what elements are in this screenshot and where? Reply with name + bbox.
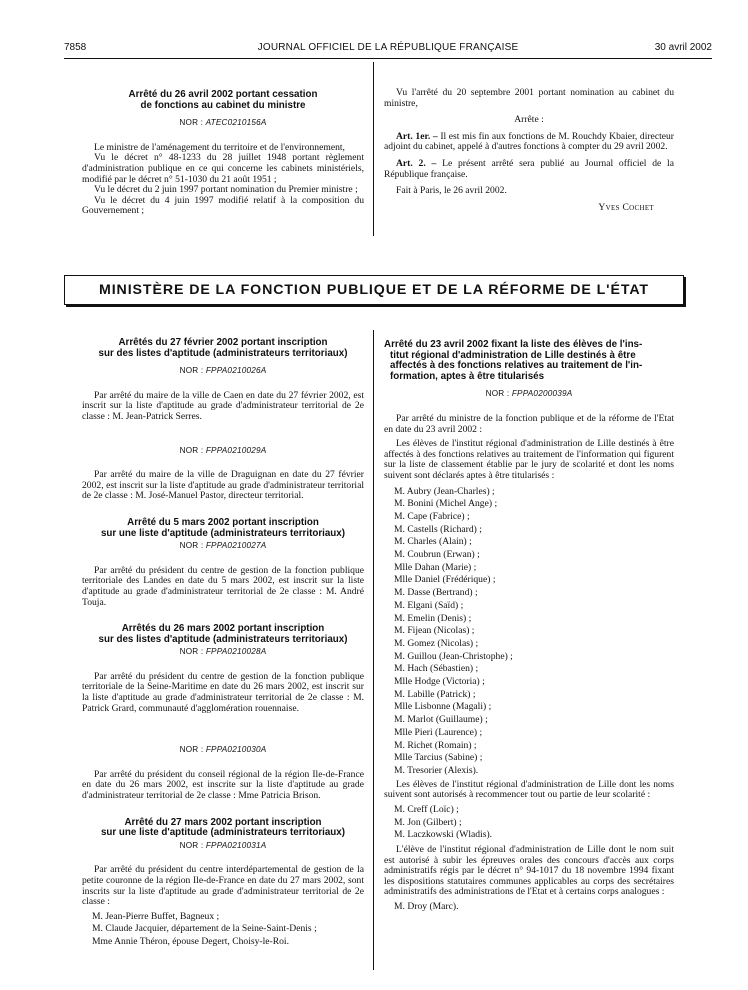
section-title-line: Arrêtés du 26 mars 2002 portant inscription — [121, 623, 325, 635]
list-item: M. Jon (Gilbert) ; — [394, 816, 462, 828]
paragraph: Par arrêté du ministre de la fonction publique et de la réforme de l'Etat en date du 23 avril 2002 : — [384, 412, 674, 435]
list-item: Mlle Dahan (Marie) ; — [394, 561, 477, 573]
paragraph: Vu l'arrêté du 20 septembre 2001 portant nomination au cabinet du ministre, — [384, 87, 674, 109]
paragraph: Par arrêté du président du centre de gestion de la fonction publique territoriale des Landes en date du 5 mars 2002, est inscrit sur la liste d'aptitude au grade d'administrateur territorial de 2e classe : M. André Touja. — [82, 564, 364, 608]
journal-title: JOURNAL OFFICIEL DE LA RÉPUBLIQUE FRANÇAISE — [257, 42, 519, 53]
list-item: M. Claude Jacquier, département de la Seine-Saint-Denis ; — [92, 923, 317, 935]
section-title-line: sur des listes d'aptitude (administrateurs territoriaux) — [98, 347, 348, 359]
list-item: M. Aubry (Jean-Charles) ; — [394, 485, 495, 497]
right-column — [384, 340, 674, 914]
section-title-line: Arrêté du 5 mars 2002 portant inscription — [127, 516, 319, 528]
column-divider-main — [373, 330, 374, 970]
section-title-line: sur une liste d'aptitude (administrateurs territoriaux) — [100, 827, 346, 839]
decree-cessation-part-2 — [384, 88, 674, 213]
nor-reference: NOR : FPPA0210026A — [179, 366, 267, 376]
list-item: M. Jean-Pierre Buffet, Bagneux ; — [92, 910, 220, 922]
paragraph: Vu le décret du 2 juin 1997 portant nomination du Premier ministre ; — [94, 184, 358, 196]
signature: Yves Cochet — [598, 201, 654, 213]
student-list — [384, 486, 674, 778]
decree-cessation-part-1 — [82, 90, 364, 217]
section-title-line: Arrêté du 27 mars 2002 portant inscription — [124, 816, 322, 828]
section-title-line: titut régional d'administration de Lille destinés à être — [390, 349, 636, 361]
list-item: M. Bonini (Michel Ange) ; — [394, 498, 498, 510]
section-title-line: formation, aptes à être titularisés — [390, 370, 545, 382]
paragraph: Vu le décret du 4 juin 1997 modifié relatif à la composition du Gouvernement ; — [82, 194, 364, 217]
paragraph: Par arrêté du président du centre de gestion de la fonction publique territoriale de la Seine-Maritime en date du 26 mars 2002, est inscrit sur la liste d'aptitude au grade d'administrateur territorial de 2e classe : M. Patrick Grard, communauté d'agglomération rouennaise. — [82, 670, 364, 714]
list-item: M. Gomez (Nicolas) ; — [394, 637, 479, 649]
left-column — [82, 338, 364, 949]
paragraph: Par arrêté du président du centre interdépartemental de gestion de la petite couronne de la région Ile-de-France en date du 27 mars 2002, sont inscrits sur la liste d'aptitude au grade d'administrateur territorial de 2e classe : — [82, 864, 364, 908]
list-item: M. Cape (Fabrice) ; — [394, 510, 470, 522]
nor-reference: NOR : FPPA0210027A — [179, 541, 267, 551]
paragraph: Par arrêté du maire de la ville de Draguignan en date du 27 février 2002, est inscrit sur la liste d'aptitude au grade d'administrateur territorial de 2e classe : M. José-Manuel Pastor, directeur territorial. — [82, 469, 364, 502]
list-item: M. Droy (Marc). — [394, 900, 459, 912]
section-title-line: sur des listes d'aptitude (administrateurs territoriaux) — [98, 633, 348, 645]
paragraph: Par arrêté du maire de la ville de Caen en date du 27 février 2002, est inscrit sur la liste d'aptitude au grade d'administrateur territorial de 2e classe : M. Jean-Patrick Serres. — [82, 389, 364, 422]
list-item: Mlle Hodge (Victoria) ; — [394, 676, 485, 688]
decree-title-line: de fonctions au cabinet du ministre — [140, 99, 306, 111]
list-item: M. Richet (Romain) ; — [394, 739, 477, 751]
paragraph: Le ministre de l'aménagement du territoire et de l'environnement, — [94, 141, 345, 153]
list-item: M. Coubrun (Erwan) ; — [394, 549, 480, 561]
nor-reference: NOR : FPPA0210028A — [179, 647, 267, 657]
list-item: M. Marlot (Guillaume) ; — [394, 714, 488, 726]
decree-title-line: Arrêté du 26 avril 2002 portant cessation — [128, 89, 318, 100]
section-title-line: sur une liste d'aptitude (administrateurs territoriaux) — [100, 527, 346, 539]
list-item: M. Charles (Alain) ; — [394, 536, 472, 548]
running-header — [64, 42, 712, 58]
column-divider-top — [373, 62, 374, 236]
nor-reference: NOR : FPPA0200039A — [485, 389, 573, 399]
issue-date: 30 avril 2002 — [654, 42, 712, 53]
nor-reference: NOR : FPPA0210030A — [179, 745, 267, 755]
nor-reference: NOR : ATEC0210156A — [179, 118, 267, 128]
list-item: M. Castells (Richard) ; — [394, 523, 482, 535]
list-item: M. Fijean (Nicolas) ; — [394, 625, 475, 637]
list-item: M. Dasse (Bertrand) ; — [394, 587, 478, 599]
list-item: M. Elgani (Saïd) ; — [394, 599, 464, 611]
list-item: M. Guillou (Jean-Christophe) ; — [394, 650, 513, 662]
paragraph: Vu le décret n° 48-1233 du 28 juillet 1948 portant règlement d'administration publique en ce qui concerne les cabinets ministériels, modifié par le décret n° 51-1030 du 21 août 1951 ; — [82, 152, 364, 185]
list-item: Mlle Daniel (Frédérique) ; — [394, 574, 496, 586]
list-item: Mlle Tarcius (Sabine) ; — [394, 752, 483, 764]
paragraph: Par arrêté du président du conseil régional de la région Ile-de-France en date du 26 mars 2002, est inscrite sur la liste d'aptitude au grade d'administrateur territorial de 2e classe : Mme Patricia Brison. — [82, 768, 364, 802]
page-number: 7858 — [64, 42, 87, 53]
list-item: M. Hach (Sébastien) ; — [394, 663, 479, 675]
section-title-line: Arrêtés du 27 février 2002 portant inscription — [118, 337, 328, 348]
list-item: M. Emelin (Denis) ; — [394, 612, 472, 624]
arrete-line: Arrête : — [514, 114, 544, 126]
nor-reference: NOR : FPPA0210031A — [179, 840, 267, 850]
section-title-line: affectés à des fonctions relatives au traitement de l'in- — [390, 360, 643, 372]
list-item: Mlle Lisbonne (Magali) ; — [394, 701, 492, 713]
article-1: Art. 1er. – Il est mis fin aux fonctions de M. Rouchdy Kbaier, directeur adjoint du cabinet, appelé à d'autres fonctions à compter du 29 avril 2002. — [384, 130, 674, 153]
list-item: M. Labille (Patrick) ; — [394, 688, 476, 700]
list-item: Mlle Pieri (Laurence) ; — [394, 726, 483, 738]
paragraph: L'élève de l'institut régional d'administration de Lille dont le nom suit est autorisé à subir les épreuves orales des concours d'accès aux corps administratifs régis par le décret n° 94-1017 du 18 novembre 1994 fixant les dispositions statutaires communes applicables au corps des secrétaires administratifs des administrations de l'Etat et à certains corps analogues : — [384, 844, 674, 898]
section-title-line: Arrêté du 23 avril 2002 fixant la liste des élèves de l'ins- — [384, 339, 643, 350]
nor-reference: NOR : FPPA0210029A — [179, 445, 267, 455]
article-2: Art. 2. – Le présent arrêté sera publié au Journal officiel de la République française. — [384, 157, 674, 180]
list-item: M. Tresorier (Alexis). — [394, 765, 479, 776]
paragraph: Les élèves de l'institut régional d'administration de Lille destinés à être affectés à des fonctions relatives au traitement de l'information qui figurent sur la liste de classement établie par le jury de scolarité et dont les noms suivent sont déclarés aptes à être titularisés : — [384, 438, 674, 481]
signing-place-date: Fait à Paris, le 26 avril 2002. — [396, 185, 507, 197]
list-item: Mme Annie Théron, épouse Degert, Choisy-le-Roi. — [92, 936, 289, 948]
list-item: M. Laczkowski (Wladis). — [394, 829, 493, 841]
ministry-banner: MINISTÈRE DE LA FONCTION PUBLIQUE ET DE LA RÉFORME DE L'ÉTAT — [64, 275, 684, 305]
paragraph: Les élèves de l'institut régional d'administration de Lille dont les noms suivent sont autorisés à recommencer tout ou partie de leur scolarité : — [384, 778, 674, 801]
header-rule — [64, 58, 712, 59]
list-item: M. Creff (Loïc) ; — [394, 803, 459, 815]
